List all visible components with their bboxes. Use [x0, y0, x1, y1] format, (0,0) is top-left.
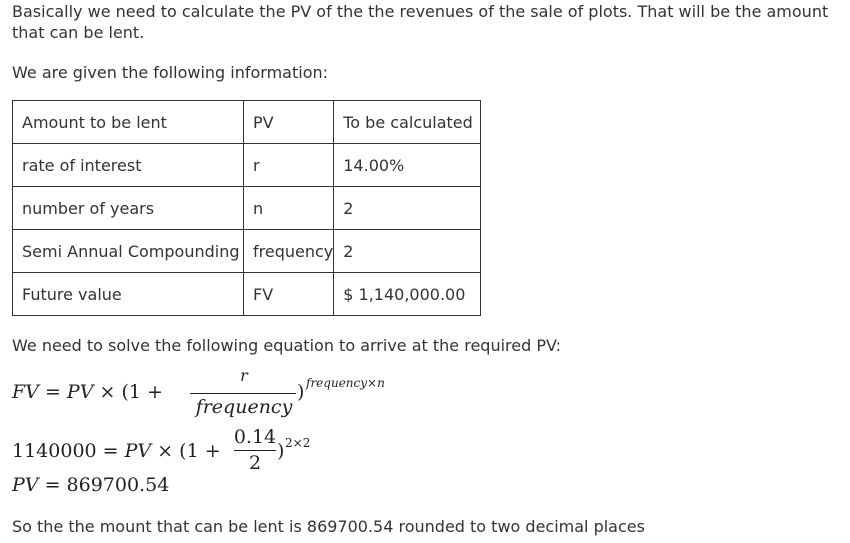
eq1-equals: =: [44, 381, 61, 403]
equation-result: [12, 474, 169, 496]
table-cell-label: Amount to be lent: [13, 101, 244, 144]
table-row: [13, 187, 481, 230]
table-cell-label: rate of interest: [13, 144, 244, 187]
intro-paragraph: Basically we need to calculate the PV of the the revenues of the sale of plots. That will be the amount that can be lent.: [12, 2, 829, 42]
eq1-exponent: frequency×n: [306, 376, 385, 390]
table-cell-symbol: frequency: [244, 230, 334, 273]
conclusion-paragraph: So the the mount that can be lent is 869700.54 rounded to two decimal places: [12, 517, 645, 536]
eq1-denominator: frequency: [195, 396, 293, 418]
eq2-denominator: 2: [248, 452, 262, 474]
table-cell-value: 2: [334, 187, 481, 230]
eq3-lhs: PV: [12, 474, 39, 496]
eq1-lhs: FV: [12, 381, 39, 403]
eq1-close: ): [297, 381, 305, 403]
table-cell-label: number of years: [13, 187, 244, 230]
eq1-times-open: × (1 +: [99, 381, 163, 403]
table-cell-symbol: n: [244, 187, 334, 230]
eq1-fraction-bar: [190, 393, 296, 394]
eq2-times-open: × (1 +: [157, 440, 221, 462]
eq2-equals: =: [102, 440, 119, 462]
table-row: [13, 101, 481, 144]
table-cell-symbol: r: [244, 144, 334, 187]
table-cell-label: Future value: [13, 273, 244, 316]
eq2-pv: PV: [124, 440, 152, 462]
eq2-close: ): [277, 440, 285, 462]
eq2-fraction-bar: [234, 450, 276, 451]
eq3-equals: =: [44, 474, 61, 496]
table-cell-value: To be calculated: [334, 101, 481, 144]
given-paragraph: We are given the following information:: [12, 63, 329, 82]
table-cell-value: $ 1,140,000.00: [334, 273, 481, 316]
eq2-numerator: 0.14: [233, 426, 277, 448]
table-row: [13, 230, 481, 273]
table-cell-symbol: FV: [244, 273, 334, 316]
table-cell-label: Semi Annual Compounding: [13, 230, 244, 273]
table-row: [13, 273, 481, 316]
eq1-pv: PV: [66, 381, 94, 403]
table-row: [13, 144, 481, 187]
eq2-exponent: 2×2: [285, 436, 311, 450]
table-cell-value: 14.00%: [334, 144, 481, 187]
table-cell-symbol: PV: [244, 101, 334, 144]
eq1-numerator: r: [240, 366, 248, 385]
given-information-table: [12, 100, 481, 316]
eq2-lhs: 1140000: [12, 440, 97, 462]
solve-paragraph: We need to solve the following equation to arrive at the required PV:: [12, 336, 562, 355]
eq3-rhs: 869700.54: [66, 474, 170, 496]
table-cell-value: 2: [334, 230, 481, 273]
